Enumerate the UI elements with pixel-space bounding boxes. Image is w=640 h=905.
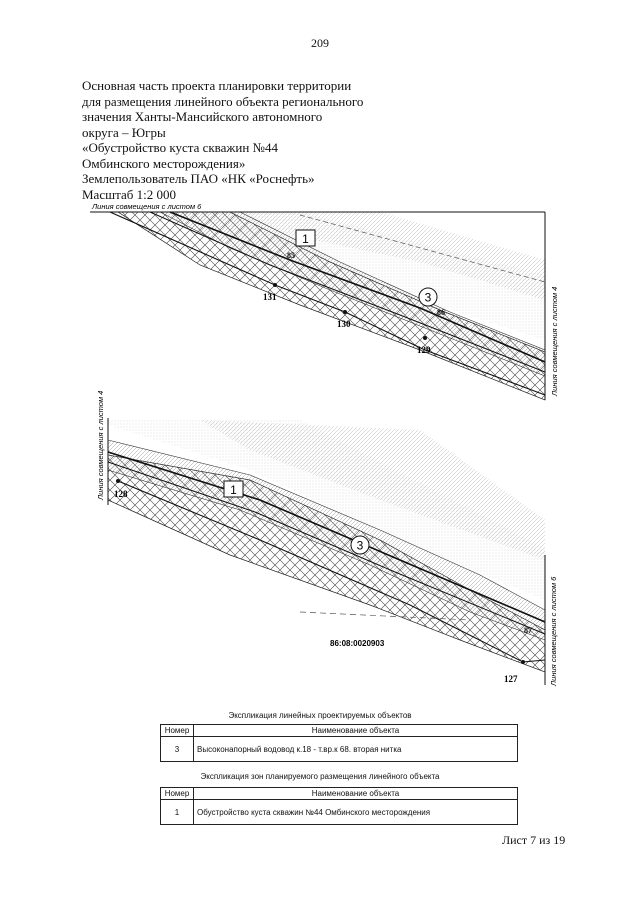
boundary-point — [423, 336, 427, 340]
column-header: Номер — [161, 788, 194, 800]
match-line-label: Линия совмещения с листом 4 — [550, 286, 559, 396]
point-label: 128 — [114, 489, 128, 499]
heading-line: значения Ханты-Мансийского автономного — [82, 109, 323, 124]
column-header: Наименование объекта — [194, 788, 518, 800]
match-line-label: Линия совмещения с листом 4 — [96, 390, 105, 500]
heading-line: Основная часть проекта планировки территории — [82, 78, 352, 93]
point-label: 129 — [417, 345, 431, 355]
point-label-small: 85 — [287, 251, 295, 260]
boundary-point — [343, 310, 347, 314]
top-map-fragment — [90, 202, 559, 400]
heading-line: Землепользователь ПАО «НК «Роснефть» — [82, 171, 315, 186]
table-header-row — [161, 725, 518, 737]
table-caption: Экспликация зон планируемого размещения линейного объекта — [200, 772, 440, 781]
heading-line: «Обустройство куста скважин №44 — [82, 140, 278, 155]
scale-label: Масштаб 1:2 000 — [82, 186, 176, 202]
point-label: 131 — [263, 292, 277, 302]
column-header: Наименование объекта — [194, 725, 518, 737]
linear-objects-table — [160, 724, 518, 762]
column-header: Номер — [161, 725, 194, 737]
zones-table — [160, 787, 518, 825]
heading-line: для размещения линейного объекта регионального — [82, 93, 364, 109]
table-row — [161, 737, 518, 762]
object-label: 3 — [356, 538, 364, 553]
zone-label: 1 — [302, 232, 309, 246]
sheet-label: Лист 7 из 19 — [502, 833, 566, 847]
match-line-label: Линия совмещения с листом 6 — [92, 202, 202, 211]
point-label-small: 86 — [437, 308, 445, 317]
boundary-point — [273, 283, 277, 287]
point-label: 127 — [504, 674, 518, 684]
table-cell: Высоконапорный водовод к.18 - т.вр.к 68. вторая нитка — [194, 737, 518, 762]
table-caption: Экспликация линейных проектируемых объектов — [228, 711, 412, 720]
bottom-map-fragment — [96, 391, 558, 687]
boundary-point — [521, 660, 525, 664]
cadastral-number: 86:08:0020903 — [330, 639, 385, 648]
table-row — [161, 800, 518, 825]
match-line-label: Линия совмещения с листом 6 — [549, 576, 558, 686]
heading-line: Омбинского месторождения» — [82, 155, 246, 171]
point-label-small: 87 — [524, 626, 532, 635]
heading-line: округа – Югры — [82, 124, 166, 140]
boundary-point — [116, 479, 120, 483]
point-label: 130 — [337, 319, 351, 329]
zone-label: 1 — [230, 483, 237, 497]
table-header-row — [161, 788, 518, 800]
table-cell: Обустройство куста скважин №44 Омбинского месторождения — [194, 800, 518, 825]
table-cell: 3 — [161, 737, 194, 762]
object-label: 3 — [424, 290, 432, 305]
page-number: 209 — [311, 36, 329, 50]
table-cell: 1 — [161, 800, 194, 825]
